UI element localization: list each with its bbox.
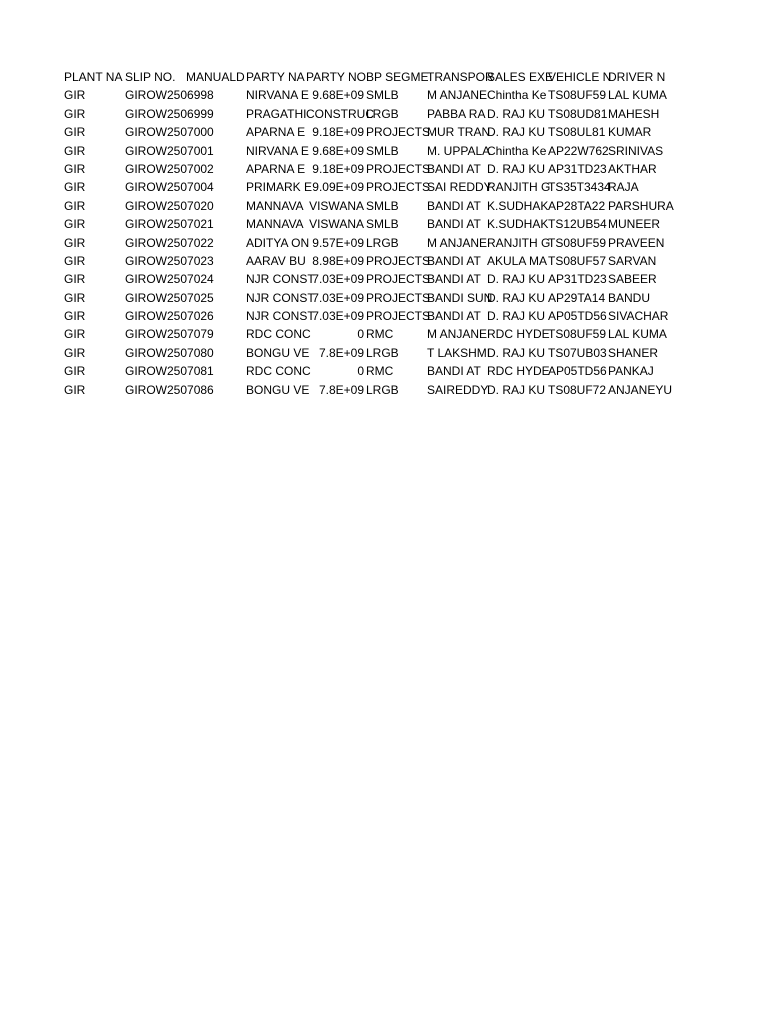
cell-vehicle-no[interactable]: AP05TD56: [548, 364, 607, 379]
cell-sales-exec[interactable]: Chintha Ke: [487, 143, 547, 158]
table-row: [64, 289, 668, 307]
table-row: [64, 178, 668, 196]
cell-slip-no[interactable]: GIROW2507086: [125, 382, 214, 397]
cell-party-no[interactable]: 9.68E+09: [312, 143, 364, 158]
cell-driver-name[interactable]: BANDU: [608, 290, 651, 305]
cell-bp-segment[interactable]: RMC: [366, 327, 394, 342]
cell-sales-exec[interactable]: RANJITH G: [487, 235, 551, 250]
cell-driver-name[interactable]: RAJA: [608, 180, 639, 195]
header-cell-plant-name[interactable]: PLANT NA: [64, 70, 123, 84]
cell-slip-no[interactable]: GIROW2507022: [125, 235, 214, 250]
cell-transporter[interactable]: M ANJANE: [427, 327, 488, 342]
table-row: [64, 307, 668, 325]
table-row: [64, 105, 668, 123]
cell-sales-exec[interactable]: D. RAJ KU: [487, 345, 546, 360]
header-cell-party-name[interactable]: PARTY NA: [246, 70, 305, 84]
cell-transporter[interactable]: BANDI SUN: [427, 290, 493, 305]
cell-transporter[interactable]: BANDI AT: [427, 161, 481, 176]
cell-driver-name[interactable]: SARVAN: [608, 253, 657, 268]
cell-transporter[interactable]: BANDI AT: [427, 253, 481, 268]
cell-driver-name[interactable]: LAL KUMA: [608, 88, 667, 103]
cell-transporter[interactable]: SAI REDDY: [427, 180, 492, 195]
cell-slip-no[interactable]: GIROW2507080: [125, 345, 214, 360]
cell-vehicle-no[interactable]: TS08UF59: [548, 327, 607, 342]
cell-transporter[interactable]: MUR TRAN: [427, 125, 491, 140]
cell-party-name[interactable]: ADITYA ON: [246, 235, 310, 250]
cell-party-no[interactable]: 7.8E+09: [318, 345, 364, 360]
cell-manual[interactable]: [186, 381, 245, 399]
cell-slip-no[interactable]: GIROW2507001: [125, 143, 214, 158]
cell-plant-name[interactable]: GIR: [64, 198, 86, 213]
cell-manual[interactable]: [186, 234, 245, 252]
cell-party-name[interactable]: AARAV BU: [246, 253, 306, 268]
cell-vehicle-no[interactable]: TS35T3434: [548, 180, 611, 195]
cell-party-name[interactable]: NJR CONST: [246, 290, 315, 305]
cell-party-no[interactable]: 7.03E+09: [312, 290, 364, 305]
cell-plant-name[interactable]: GIR: [64, 309, 86, 324]
cell-party-no[interactable]: 9.18E+09: [312, 161, 364, 176]
cell-vehicle-no[interactable]: TS08UL81: [548, 125, 606, 140]
cell-plant-name[interactable]: GIR: [64, 235, 86, 250]
table-row: [64, 344, 668, 362]
cell-bp-segment[interactable]: PROJECTS: [366, 125, 431, 140]
cell-party-name[interactable]: MANNAVA: [246, 198, 304, 213]
cell-slip-no[interactable]: GIROW2507004: [125, 180, 214, 195]
cell-bp-segment[interactable]: LRGB: [366, 106, 399, 121]
cell-slip-no[interactable]: GIROW2507023: [125, 253, 214, 268]
cell-manual[interactable]: [186, 178, 245, 196]
cell-manual[interactable]: [186, 289, 245, 307]
table-row: [64, 270, 668, 288]
cell-party-name[interactable]: APARNA E: [246, 125, 306, 140]
cell-vehicle-no[interactable]: AP05TD56: [548, 309, 607, 324]
cell-party-no[interactable]: CONSTRUC: [306, 106, 374, 121]
spreadsheet: [64, 68, 674, 399]
header-cell-slip-no[interactable]: SLIP NO.: [125, 70, 176, 84]
cell-party-name[interactable]: APARNA E: [246, 161, 306, 176]
cell-party-name[interactable]: BONGU VE: [246, 382, 310, 397]
cell-slip-no[interactable]: GIROW2507021: [125, 217, 214, 232]
cell-slip-no[interactable]: GIROW2507020: [125, 198, 214, 213]
cell-slip-no[interactable]: GIROW2507024: [125, 272, 214, 287]
table-row: [64, 325, 668, 343]
cell-manual[interactable]: [186, 86, 245, 104]
cell-party-no[interactable]: 7.03E+09: [312, 272, 364, 287]
table-row: [64, 234, 668, 252]
cell-transporter[interactable]: BANDI AT: [427, 217, 481, 232]
cell-plant-name[interactable]: GIR: [64, 143, 86, 158]
cell-driver-name[interactable]: MUNEER: [608, 217, 661, 232]
cell-party-name[interactable]: NJR CONST: [246, 272, 315, 287]
cell-transporter[interactable]: M ANJANE: [427, 235, 488, 250]
cell-manual[interactable]: [186, 362, 245, 380]
cell-driver-name[interactable]: SABEER: [608, 272, 657, 287]
cell-sales-exec[interactable]: RDC HYDE: [487, 364, 550, 379]
cell-party-no[interactable]: 9.18E+09: [312, 125, 364, 140]
cell-party-no[interactable]: 9.09E+09: [312, 180, 364, 195]
cell-plant-name[interactable]: GIR: [64, 106, 86, 121]
table-row: [64, 142, 668, 160]
cell-bp-segment[interactable]: PROJECTS: [366, 272, 431, 287]
cell-plant-name[interactable]: GIR: [64, 382, 86, 397]
cell-party-no[interactable]: VISWANA: [309, 198, 364, 213]
cell-vehicle-no[interactable]: AP31TD23: [548, 161, 607, 176]
cell-bp-segment[interactable]: SMLB: [366, 198, 399, 213]
cell-slip-no[interactable]: GIROW2506999: [125, 106, 214, 121]
cell-slip-no[interactable]: GIROW2507025: [125, 290, 214, 305]
cell-transporter[interactable]: PABBA RA: [427, 106, 486, 121]
cell-sales-exec[interactable]: RANJITH G: [487, 180, 551, 195]
cell-slip-no[interactable]: GIROW2507002: [125, 161, 214, 176]
cell-slip-no[interactable]: GIROW2507026: [125, 309, 214, 324]
cell-driver-name[interactable]: KUMAR: [608, 125, 652, 140]
cell-transporter[interactable]: BANDI AT: [427, 364, 481, 379]
cell-plant-name[interactable]: GIR: [64, 253, 86, 268]
cell-vehicle-no[interactable]: TS08UF72: [548, 382, 607, 397]
cell-party-no[interactable]: 0: [357, 327, 364, 342]
header-row: [64, 68, 668, 86]
cell-manual[interactable]: [186, 197, 245, 215]
cell-sales-exec[interactable]: D. RAJ KU: [487, 309, 546, 324]
cell-bp-segment[interactable]: PROJECTS: [366, 309, 431, 324]
cell-driver-name[interactable]: PANKAJ: [608, 364, 654, 379]
cell-party-name[interactable]: RDC CONC: [246, 327, 311, 342]
header-cell-sales-exec[interactable]: SALES EXE: [487, 70, 554, 84]
cell-sales-exec[interactable]: D. RAJ KU: [487, 125, 546, 140]
cell-transporter[interactable]: BANDI AT: [427, 272, 481, 287]
table-body: [64, 86, 674, 399]
cell-vehicle-no[interactable]: TS07UB03: [548, 345, 607, 360]
cell-bp-segment[interactable]: LRGB: [366, 345, 399, 360]
cell-party-name[interactable]: BONGU VE: [246, 345, 310, 360]
cell-party-no[interactable]: 9.68E+09: [312, 88, 364, 103]
cell-bp-segment[interactable]: PROJECTS: [366, 180, 431, 195]
header-cell-transporter[interactable]: TRANSPOR: [427, 70, 494, 84]
cell-vehicle-no[interactable]: TS08UD81: [548, 106, 608, 121]
header-cell-party-no[interactable]: PARTY NO: [306, 70, 367, 84]
cell-transporter[interactable]: SAIREDDY: [427, 382, 489, 397]
cell-party-name[interactable]: RDC CONC: [246, 364, 311, 379]
cell-party-no[interactable]: 9.57E+09: [312, 235, 364, 250]
cell-bp-segment[interactable]: PROJECTS: [366, 290, 431, 305]
cell-plant-name[interactable]: GIR: [64, 161, 86, 176]
cell-sales-exec[interactable]: D. RAJ KU: [487, 290, 546, 305]
cell-driver-name[interactable]: PARSHURA: [608, 198, 674, 213]
cell-vehicle-no[interactable]: TS12UB54: [548, 217, 607, 232]
cell-manual[interactable]: [186, 252, 245, 270]
header-cell-driver-name[interactable]: DRIVER N: [608, 70, 666, 84]
cell-transporter[interactable]: BANDI AT: [427, 198, 481, 213]
cell-vehicle-no[interactable]: AP28TA22: [548, 198, 606, 213]
cell-vehicle-no[interactable]: TS08UF59: [548, 88, 607, 103]
header-cell-vehicle-no[interactable]: VEHICLE N: [548, 70, 612, 84]
cell-party-no[interactable]: 7.8E+09: [318, 382, 364, 397]
cell-plant-name[interactable]: GIR: [64, 180, 86, 195]
cell-transporter[interactable]: M ANJANE: [427, 88, 488, 103]
cell-sales-exec[interactable]: K.SUDHAK: [487, 217, 549, 232]
table-row: [64, 252, 668, 270]
cell-vehicle-no[interactable]: TS08UF57: [548, 253, 607, 268]
cell-bp-segment[interactable]: PROJECTS: [366, 253, 431, 268]
cell-sales-exec[interactable]: RDC HYDE: [487, 327, 550, 342]
cell-plant-name[interactable]: GIR: [64, 88, 86, 103]
cell-transporter[interactable]: BANDI AT: [427, 309, 481, 324]
cell-sales-exec[interactable]: D. RAJ KU: [487, 272, 546, 287]
cell-driver-name[interactable]: PRAVEEN: [608, 235, 665, 250]
cell-plant-name[interactable]: GIR: [64, 217, 86, 232]
cell-manual[interactable]: [186, 105, 245, 123]
cell-party-name[interactable]: PRIMARK E: [246, 180, 313, 195]
cell-sales-exec[interactable]: K.SUDHAK: [487, 198, 549, 213]
cell-manual[interactable]: [186, 270, 245, 288]
cell-plant-name[interactable]: GIR: [64, 345, 86, 360]
cell-driver-name[interactable]: AKTHAR: [608, 161, 657, 176]
cell-manual[interactable]: [186, 344, 245, 362]
cell-slip-no[interactable]: GIROW2507079: [125, 327, 214, 342]
cell-transporter[interactable]: M. UPPALA: [427, 143, 491, 158]
cell-vehicle-no[interactable]: AP29TA14: [548, 290, 606, 305]
table-row: [64, 362, 668, 380]
cell-party-name[interactable]: NJR CONST: [246, 309, 315, 324]
cell-bp-segment[interactable]: SMLB: [366, 217, 399, 232]
cell-driver-name[interactable]: SIVACHAR: [608, 309, 669, 324]
cell-transporter[interactable]: T LAKSHMI: [427, 345, 491, 360]
cell-sales-exec[interactable]: AKULA MA: [487, 253, 548, 268]
cell-driver-name[interactable]: LAL KUMA: [608, 327, 667, 342]
cell-manual[interactable]: [186, 142, 245, 160]
cell-driver-name[interactable]: MAHESH: [608, 106, 660, 121]
cell-vehicle-no[interactable]: AP31TD23: [548, 272, 607, 287]
cell-party-no[interactable]: VISWANA: [309, 217, 364, 232]
cell-party-name[interactable]: MANNAVA: [246, 217, 304, 232]
cell-slip-no[interactable]: GIROW2507000: [125, 125, 214, 140]
cell-sales-exec[interactable]: D. RAJ KU: [487, 106, 546, 121]
cell-plant-name[interactable]: GIR: [64, 327, 86, 342]
cell-manual[interactable]: [186, 215, 245, 233]
table-row: [64, 197, 674, 215]
cell-sales-exec[interactable]: Chintha Ke: [487, 88, 547, 103]
cell-manual[interactable]: [186, 123, 245, 141]
table-row: [64, 86, 668, 104]
header-cell-manual[interactable]: MANUALD: [186, 70, 245, 84]
cell-plant-name[interactable]: GIR: [64, 290, 86, 305]
cell-party-name[interactable]: PRAGATHI: [246, 106, 307, 121]
table-row: [64, 215, 668, 233]
cell-manual[interactable]: [186, 307, 245, 325]
cell-party-no[interactable]: 8.98E+09: [312, 253, 364, 268]
cell-slip-no[interactable]: GIROW2506998: [125, 88, 214, 103]
table-row: [64, 123, 668, 141]
cell-bp-segment[interactable]: LRGB: [366, 382, 399, 397]
table-row: [64, 381, 673, 399]
cell-bp-segment[interactable]: PROJECTS: [366, 161, 431, 176]
cell-bp-segment[interactable]: RMC: [366, 364, 394, 379]
cell-bp-segment[interactable]: SMLB: [366, 143, 399, 158]
cell-party-name[interactable]: NIRVANA E: [246, 143, 309, 158]
cell-bp-segment[interactable]: SMLB: [366, 88, 399, 103]
cell-slip-no[interactable]: GIROW2507081: [125, 364, 214, 379]
cell-vehicle-no[interactable]: AP22W762: [548, 143, 609, 158]
cell-vehicle-no[interactable]: TS08UF59: [548, 235, 607, 250]
cell-plant-name[interactable]: GIR: [64, 272, 86, 287]
cell-manual[interactable]: [186, 325, 245, 343]
cell-party-name[interactable]: NIRVANA E: [246, 88, 309, 103]
header-cell-bp-segment[interactable]: BP SEGME: [366, 70, 429, 84]
table-row: [64, 160, 668, 178]
cell-driver-name[interactable]: SHANER: [608, 345, 659, 360]
cell-manual[interactable]: [186, 160, 245, 178]
cell-party-no[interactable]: 0: [357, 364, 364, 379]
cell-sales-exec[interactable]: D. RAJ KU: [487, 161, 546, 176]
cell-bp-segment[interactable]: LRGB: [366, 235, 399, 250]
cell-plant-name[interactable]: GIR: [64, 364, 86, 379]
cell-party-no[interactable]: 7.03E+09: [312, 309, 364, 324]
cell-sales-exec[interactable]: D. RAJ KU: [487, 382, 546, 397]
cell-driver-name[interactable]: SRINIVAS: [608, 143, 664, 158]
cell-plant-name[interactable]: GIR: [64, 125, 86, 140]
cell-driver-name[interactable]: ANJANEYU: [608, 382, 673, 397]
